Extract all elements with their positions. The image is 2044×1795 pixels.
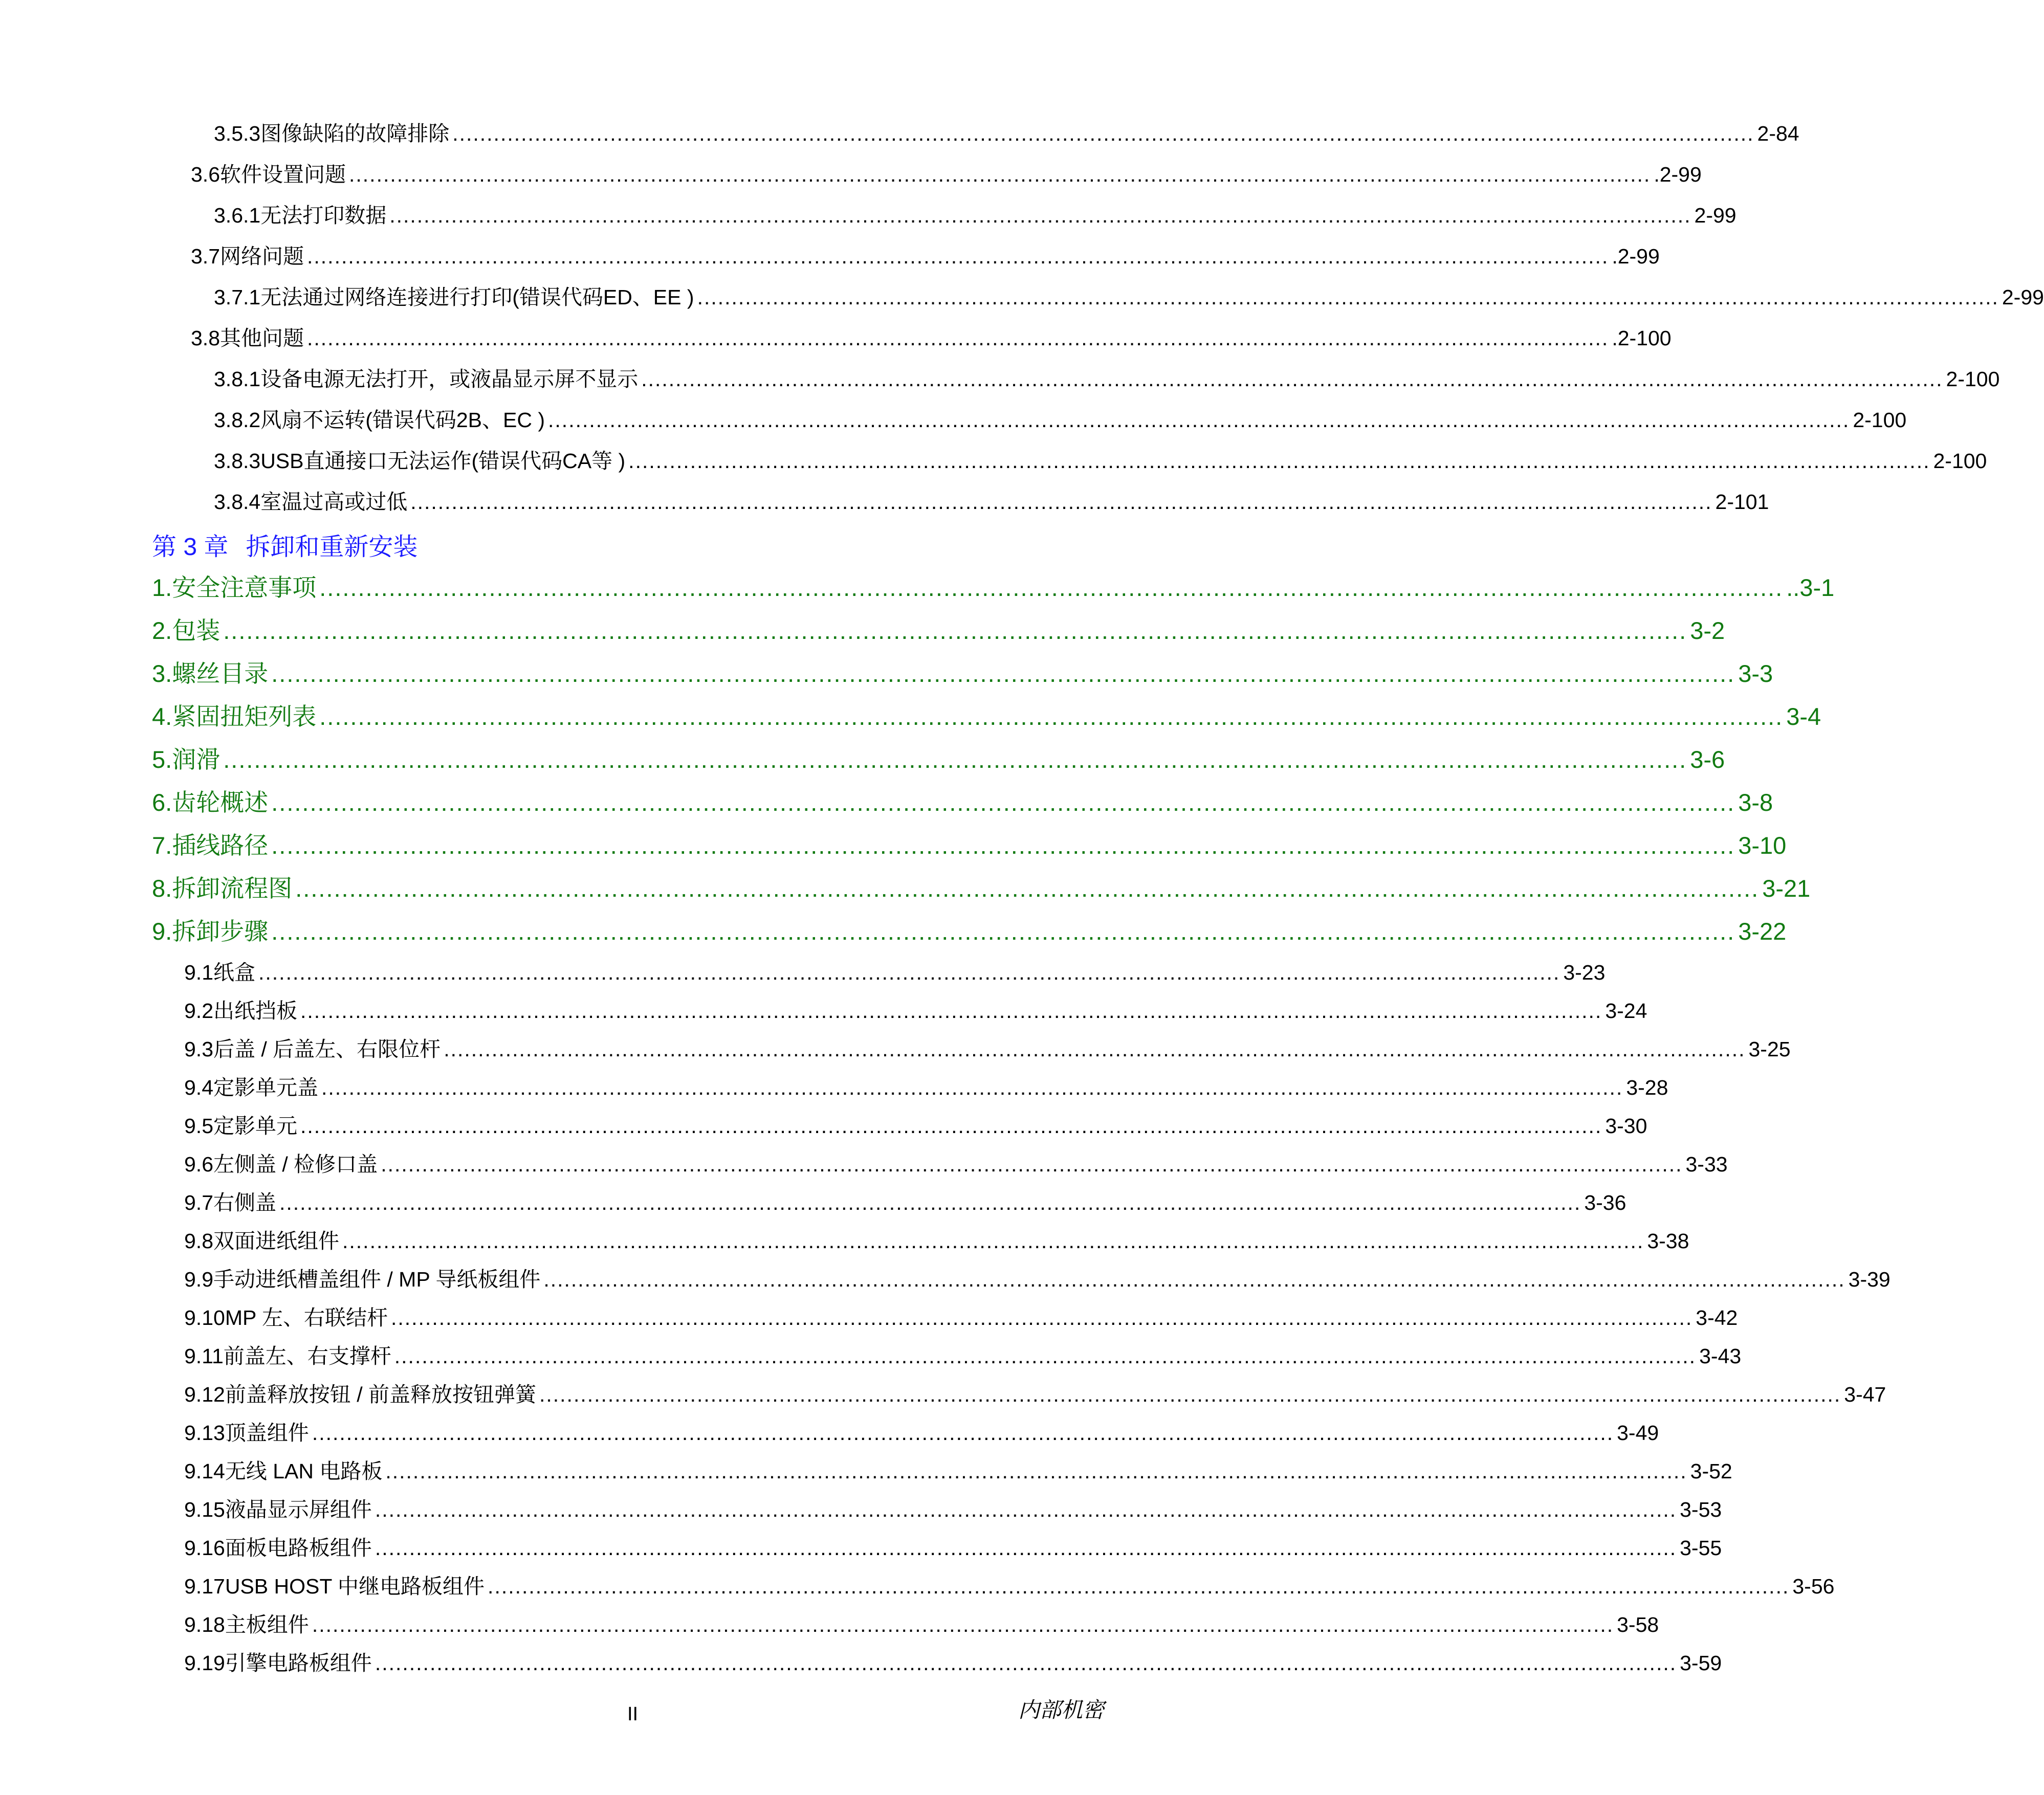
entry-number: 9.4 — [184, 1076, 213, 1099]
dot-leader: .............................................................................................................................................................................................. — [271, 789, 1735, 816]
toc-entry[interactable] — [0, 956, 1606, 991]
dot-leader: .............................................................................................................................................................................................. — [394, 1344, 1697, 1368]
dot-leader: .............................................................................................................................................................................................. — [385, 1459, 1687, 1483]
entry-page: 3-38 — [1647, 1229, 1689, 1253]
entry-number: 3.8.2 — [214, 408, 261, 432]
toc-entry[interactable] — [0, 1608, 1659, 1644]
entry-number: 9.13 — [184, 1421, 225, 1445]
dot-leader: .............................................................................................................................................................................................. — [543, 1268, 1845, 1291]
entry-number: 9.12 — [184, 1383, 225, 1406]
toc-entry[interactable] — [0, 569, 1835, 605]
entry-number: 5. — [152, 746, 172, 773]
entry-title: 顶盖组件 — [225, 1421, 309, 1445]
page-number: II — [627, 1703, 639, 1725]
entry-title: 润滑 — [172, 746, 221, 773]
toc-entry[interactable] — [0, 1032, 1791, 1068]
entry-number: 9.18 — [184, 1613, 225, 1636]
dot-leader: .............................................................................................................................................................................................. — [539, 1383, 1841, 1406]
toc-entry[interactable] — [0, 444, 1987, 480]
dot-leader: .............................................................................................................................................................................................. — [312, 1613, 1614, 1636]
entry-title: 出纸挡板 — [213, 999, 297, 1023]
dot-leader: .............................................................................................................................................................................................. — [271, 660, 1735, 687]
entry-title: USB直通接口无法运作(错误代码CA等 ) — [260, 449, 626, 473]
entry-title: MP 左、右联结杆 — [225, 1306, 388, 1329]
entry-title: 室温过高或过低 — [260, 490, 408, 514]
entry-page: 3-52 — [1690, 1459, 1732, 1483]
toc-entry[interactable] — [0, 655, 1773, 691]
entry-number: 3.7.1 — [214, 285, 261, 309]
dot-leader: .............................................................................................................................................................................................. — [307, 245, 1609, 268]
entry-number: 3.5.3 — [214, 122, 261, 145]
entry-page: 3-53 — [1680, 1498, 1722, 1521]
dot-leader: .............................................................................................................................................................................................. — [307, 326, 1609, 350]
entry-number: 3.8 — [191, 326, 220, 350]
dot-leader: .............................................................................................................................................................................................. — [375, 1651, 1677, 1675]
entry-number: 3.8.4 — [214, 490, 261, 514]
entry-number: 7. — [152, 832, 172, 859]
entry-number: 9.3 — [184, 1037, 213, 1061]
toc-entry[interactable] — [0, 1147, 1728, 1183]
entry-number: 9.16 — [184, 1536, 225, 1560]
toc-entry[interactable] — [0, 741, 1725, 777]
entry-page: 2-99 — [1694, 204, 1737, 227]
entry-page: 2-101 — [1715, 490, 1769, 514]
entry-title: 定影单元盖 — [213, 1076, 318, 1099]
entry-number: 6. — [152, 789, 172, 816]
toc-entry[interactable] — [0, 1416, 1659, 1452]
entry-page: 2-100 — [1946, 367, 2000, 391]
entry-title: 图像缺陷的故障排除 — [260, 122, 450, 145]
entry-page: 3-2 — [1690, 617, 1725, 644]
entry-page: 3-6 — [1690, 746, 1725, 773]
dot-leader: .............................................................................................................................................................................................. — [342, 1229, 1644, 1253]
entry-number: 9.6 — [184, 1153, 213, 1176]
entry-page: ..3-1 — [1786, 574, 1835, 601]
entry-page: 3-42 — [1696, 1306, 1738, 1329]
entry-page: .2-100 — [1612, 326, 1672, 350]
dot-leader: .............................................................................................................................................................................................. — [223, 617, 1687, 644]
toc-entry[interactable] — [0, 1224, 1689, 1260]
entry-title: 螺丝目录 — [172, 660, 269, 687]
entry-title: 设备电源无法打开，或液晶显示屏不显示 — [260, 367, 639, 391]
entry-title: 网络问题 — [220, 245, 304, 268]
entry-number: 3.8.3 — [214, 449, 261, 473]
toc-entry[interactable] — [0, 827, 1787, 862]
entry-page: 3-39 — [1848, 1268, 1891, 1291]
entry-page: 3-10 — [1738, 832, 1787, 859]
toc-entry[interactable] — [0, 994, 1647, 1030]
entry-page: .2-99 — [1612, 245, 1660, 268]
entry-page: 3-36 — [1584, 1191, 1627, 1214]
confidential-label: 内部机密 — [1018, 1697, 1105, 1722]
entry-number: 2. — [152, 617, 172, 644]
entry-title: 主板组件 — [225, 1613, 309, 1636]
dot-leader: .............................................................................................................................................................................................. — [321, 1076, 1623, 1099]
entry-page: 3-25 — [1748, 1037, 1791, 1061]
dot-leader: .............................................................................................................................................................................................. — [300, 999, 1602, 1023]
entry-page: 3-24 — [1605, 999, 1647, 1023]
toc-entry[interactable] — [0, 403, 1907, 439]
entry-title: 后盖 / 后盖左、右限位杆 — [213, 1037, 441, 1061]
entry-title: 拆卸步骤 — [172, 918, 269, 945]
toc-entry[interactable] — [0, 1454, 1732, 1490]
toc-entry[interactable] — [0, 321, 1672, 357]
entry-page: .2-99 — [1654, 163, 1702, 186]
entry-number: 9.9 — [184, 1268, 213, 1291]
entry-number: 3.8.1 — [214, 367, 261, 391]
entry-title: 紧固扭矩列表 — [172, 703, 317, 730]
entry-number: 9.15 — [184, 1498, 225, 1521]
entry-number: 9.2 — [184, 999, 213, 1023]
dot-leader: .............................................................................................................................................................................................. — [390, 1306, 1693, 1329]
dot-leader: .............................................................................................................................................................................................. — [452, 122, 1754, 145]
chapter-heading[interactable] — [0, 527, 1269, 563]
dot-leader: .............................................................................................................................................................................................. — [319, 703, 1784, 730]
entry-title: 前盖左、右支撑杆 — [223, 1344, 391, 1368]
toc-entry[interactable] — [0, 1186, 1627, 1222]
entry-page: 3-21 — [1762, 875, 1811, 902]
dot-leader: .............................................................................................................................................................................................. — [548, 408, 1850, 432]
entry-page: 3-43 — [1699, 1344, 1742, 1368]
chapter-number: 第 3 章 — [152, 534, 229, 561]
entry-page: 3-8 — [1738, 789, 1773, 816]
dot-leader: .............................................................................................................................................................................................. — [295, 875, 1760, 902]
toc-entry[interactable] — [0, 1378, 1886, 1413]
entry-title: USB HOST 中继电路板组件 — [225, 1575, 485, 1598]
toc-entry[interactable] — [0, 1531, 1722, 1567]
dot-leader: .............................................................................................................................................................................................. — [375, 1536, 1677, 1560]
dot-leader: .............................................................................................................................................................................................. — [279, 1191, 1581, 1214]
entry-number: 9.7 — [184, 1191, 213, 1214]
entry-page: 3-56 — [1792, 1575, 1835, 1598]
entry-number: 3.6 — [191, 163, 220, 186]
entry-number: 9.11 — [184, 1344, 224, 1368]
toc-entry[interactable] — [0, 1339, 1742, 1375]
toc-entry[interactable] — [0, 1301, 1738, 1337]
entry-page: 3-59 — [1680, 1651, 1722, 1675]
entry-title: 无法通过网络连接进行打印(错误代码ED、EE ) — [260, 285, 694, 309]
entry-number: 9. — [152, 918, 172, 945]
toc-entry[interactable] — [0, 280, 2044, 316]
entry-title: 拆卸流程图 — [172, 875, 293, 902]
dot-leader: .............................................................................................................................................................................................. — [375, 1498, 1677, 1521]
dot-leader: .............................................................................................................................................................................................. — [271, 918, 1735, 945]
toc-entry[interactable] — [0, 913, 1787, 948]
toc-entry[interactable] — [0, 1262, 1891, 1298]
toc-entry[interactable] — [0, 239, 1660, 275]
entry-title: 定影单元 — [213, 1114, 297, 1138]
dot-leader: .............................................................................................................................................................................................. — [271, 832, 1735, 859]
entry-page: 3-22 — [1738, 918, 1787, 945]
toc-entry[interactable] — [0, 198, 1737, 234]
toc-entry[interactable] — [0, 1109, 1647, 1145]
entry-title: 引擎电路板组件 — [225, 1651, 372, 1675]
entry-title: 插线路径 — [172, 832, 269, 859]
entry-number: 9.10 — [184, 1306, 225, 1329]
entry-page: 3-47 — [1844, 1383, 1886, 1406]
entry-page: 2-100 — [1853, 408, 1907, 432]
entry-title: 安全注意事项 — [172, 574, 317, 601]
dot-leader: .............................................................................................................................................................................................. — [258, 961, 1561, 984]
toc-entry[interactable] — [0, 870, 1811, 905]
toc-entry[interactable] — [0, 612, 1725, 648]
dot-leader: .............................................................................................................................................................................................. — [312, 1421, 1614, 1445]
toc-entry[interactable] — [0, 1646, 1722, 1682]
toc-entry[interactable] — [0, 698, 1821, 734]
dot-leader: .............................................................................................................................................................................................. — [389, 204, 1691, 227]
dot-leader: .............................................................................................................................................................................................. — [319, 574, 1784, 601]
toc-entry[interactable] — [0, 784, 1773, 819]
entry-number: 3. — [152, 660, 172, 687]
entry-title: 前盖释放按钮 / 前盖释放按钮弹簧 — [225, 1383, 536, 1406]
dot-leader: .............................................................................................................................................................................................. — [641, 367, 1943, 391]
entry-page: 3-3 — [1738, 660, 1773, 687]
toc-entry[interactable] — [0, 485, 1769, 521]
toc-entry[interactable] — [0, 1493, 1722, 1528]
dot-leader: .............................................................................................................................................................................................. — [223, 746, 1687, 773]
entry-title: 双面进纸组件 — [213, 1229, 339, 1253]
toc-entry[interactable] — [0, 362, 2000, 398]
entry-page: 3-23 — [1563, 961, 1606, 984]
entry-page: 3-49 — [1617, 1421, 1659, 1445]
entry-title: 无线 LAN 电路板 — [225, 1459, 383, 1483]
toc-entry[interactable] — [0, 1071, 1668, 1106]
entry-number: 3.7 — [191, 245, 220, 268]
entry-page: 3-55 — [1680, 1536, 1722, 1560]
entry-page: 3-28 — [1626, 1076, 1668, 1099]
toc-entry[interactable] — [0, 158, 1702, 193]
entry-number: 9.19 — [184, 1651, 225, 1675]
entry-title: 液晶显示屏组件 — [225, 1498, 372, 1521]
dot-leader: .............................................................................................................................................................................................. — [628, 449, 1930, 473]
entry-page: 3-58 — [1617, 1613, 1659, 1636]
entry-page: 2-84 — [1757, 122, 1799, 145]
entry-title: 其他问题 — [220, 326, 304, 350]
entry-page: 2-100 — [1933, 449, 1987, 473]
entry-number: 8. — [152, 875, 172, 902]
dot-leader: .............................................................................................................................................................................................. — [410, 490, 1712, 514]
entry-title: 右侧盖 — [213, 1191, 276, 1214]
dot-leader: .............................................................................................................................................................................................. — [381, 1153, 1683, 1176]
entry-number: 9.14 — [184, 1459, 225, 1483]
entry-number: 9.5 — [184, 1114, 213, 1138]
dot-leader: .............................................................................................................................................................................................. — [300, 1114, 1602, 1138]
entry-title: 面板电路板组件 — [225, 1536, 372, 1560]
dot-leader: .............................................................................................................................................................................................. — [349, 163, 1651, 186]
entry-page: 3-4 — [1786, 703, 1821, 730]
entry-number: 9.8 — [184, 1229, 213, 1253]
toc-entry[interactable] — [0, 1569, 1835, 1605]
entry-title: 风扇不运转(错误代码2B、EC ) — [260, 408, 545, 432]
dot-leader: .............................................................................................................................................................................................. — [444, 1037, 1746, 1061]
entry-title: 包装 — [172, 617, 221, 644]
entry-title: 无法打印数据 — [260, 204, 387, 227]
entry-number: 4. — [152, 703, 172, 730]
dot-leader: .............................................................................................................................................................................................. — [697, 285, 1999, 309]
entry-page: 2-99 — [2002, 285, 2044, 309]
entry-number: 1. — [152, 574, 172, 601]
chapter-title: 拆卸和重新安装 — [246, 534, 418, 561]
entry-number: 9.17 — [184, 1575, 225, 1598]
entry-title: 软件设置问题 — [220, 163, 346, 186]
entry-title: 齿轮概述 — [172, 789, 269, 816]
entry-title: 左侧盖 / 检修口盖 — [213, 1153, 378, 1176]
entry-page: 3-33 — [1685, 1153, 1728, 1176]
entry-number: 9.1 — [184, 961, 213, 984]
entry-title: 纸盒 — [213, 961, 255, 984]
toc-entry[interactable] — [0, 117, 1799, 152]
entry-page: 3-30 — [1605, 1114, 1647, 1138]
dot-leader: .............................................................................................................................................................................................. — [488, 1575, 1790, 1598]
entry-title: 手动进纸槽盖组件 / MP 导纸板组件 — [213, 1268, 541, 1291]
entry-number: 3.6.1 — [214, 204, 261, 227]
